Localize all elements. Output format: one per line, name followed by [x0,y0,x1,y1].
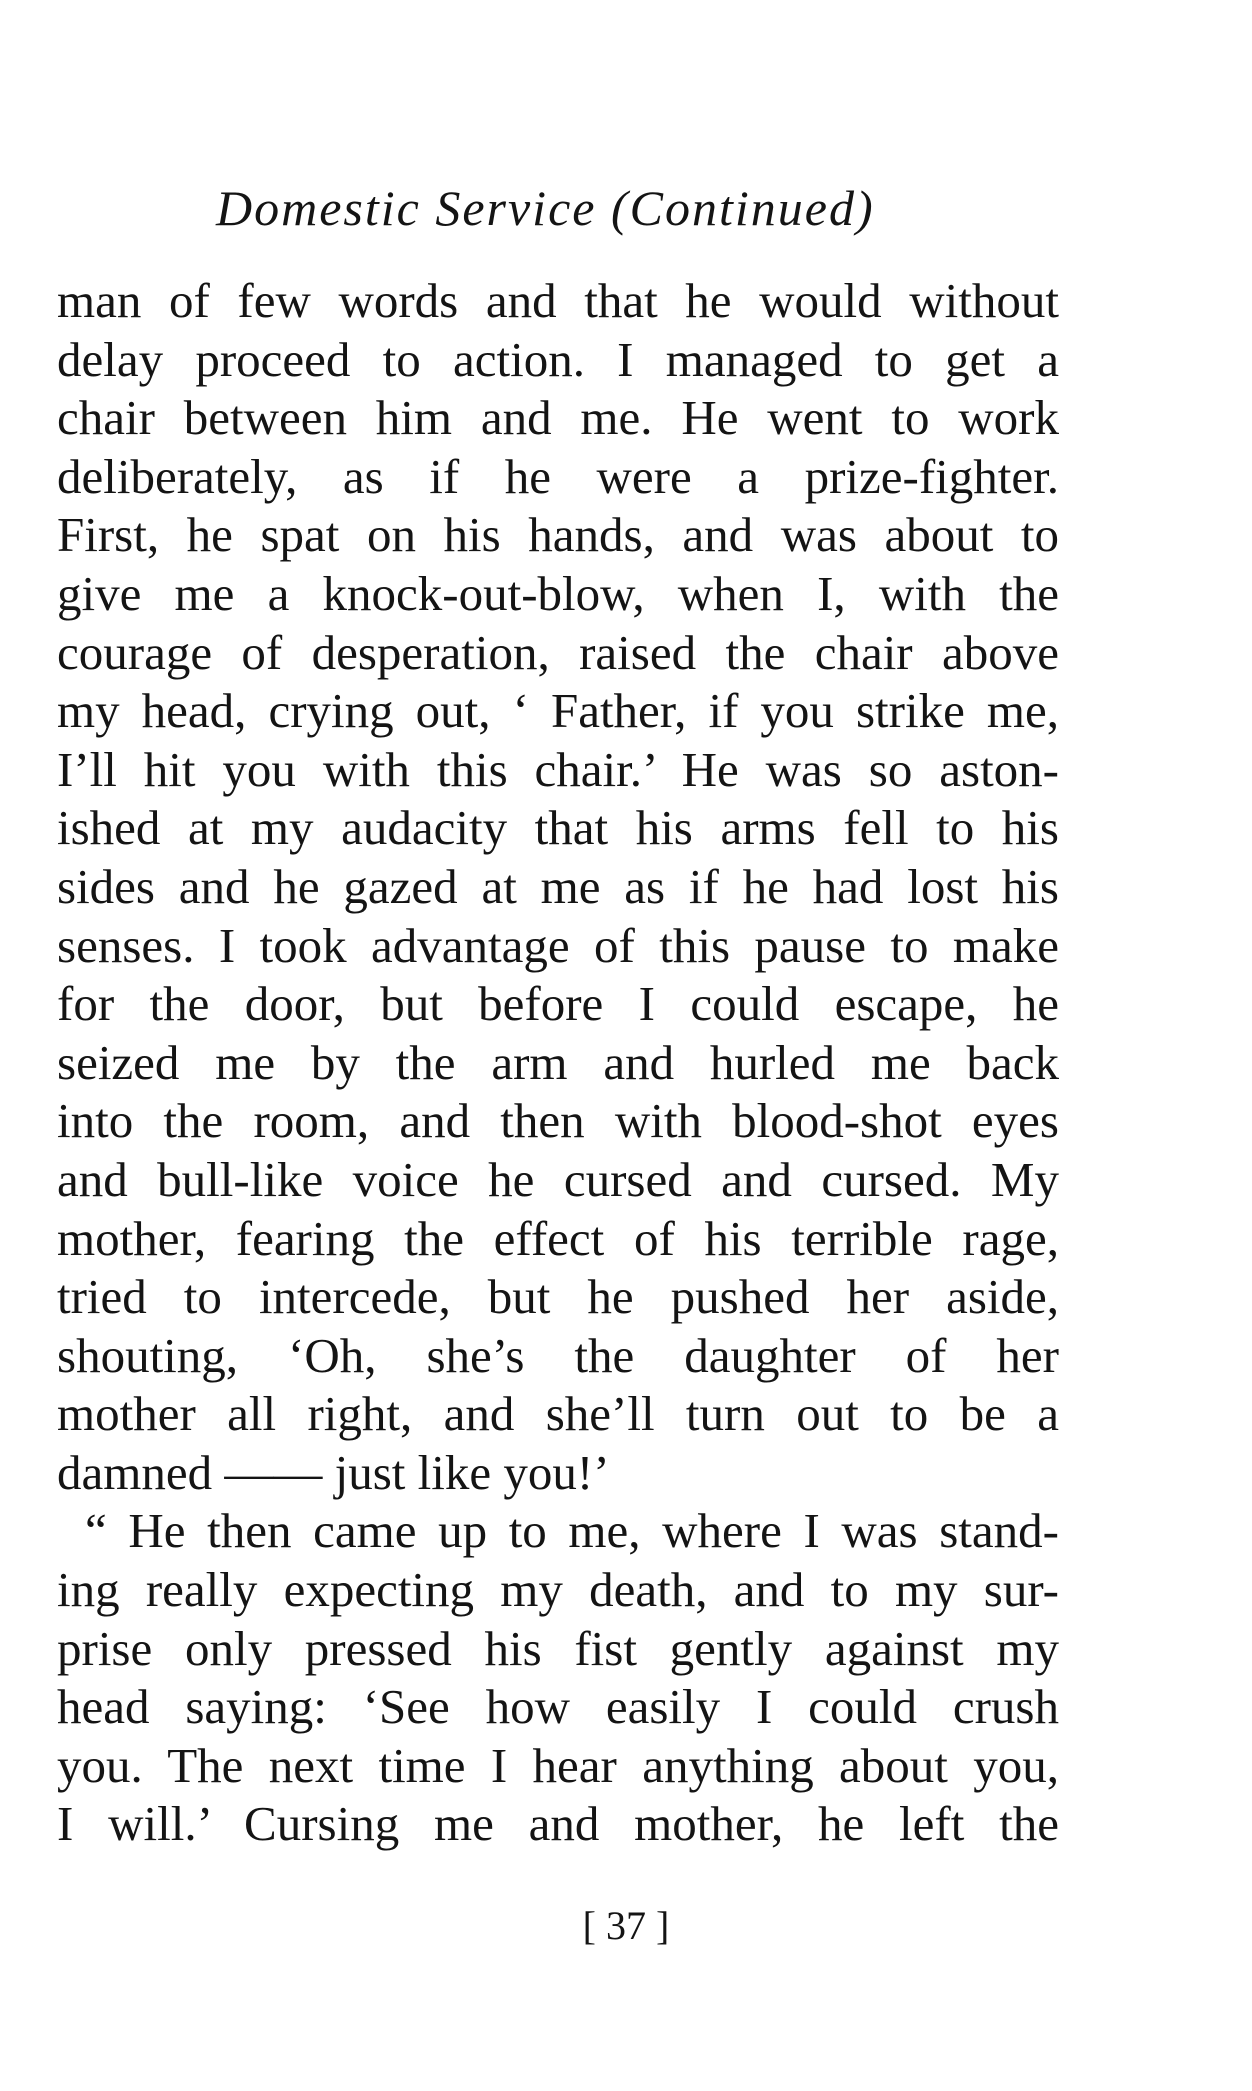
text-line: shouting, ‘Oh, she’s the daughter of her [57,1327,1059,1383]
text-line: I will.’ Cursing me and mother, he left the [57,1796,1059,1852]
text-line: senses. I took advantage of this pause to make [57,917,1059,973]
text-line: ing really expecting my death, and to my sur- [57,1562,1059,1618]
text-line: delay proceed to action. I managed to get a [57,331,1059,387]
text-line: my head, crying out, ‘ Father, if you strike me, [57,683,1059,739]
text-line: ished at my audacity that his arms fell to his [57,800,1059,856]
text-line: into the room, and then with blood-shot eyes [57,1093,1059,1149]
text-line: for the door, but before I could escape, he [57,976,1059,1032]
text-line: seized me by the arm and hurled me back [57,1034,1059,1090]
text-line: you. The next time I hear anything about you, [57,1737,1059,1793]
text-line: mother all right, and she’ll turn out to be a [57,1386,1059,1442]
page-number: [ 37 ] [582,1903,670,1948]
text-line: man of few words and that he would without [57,273,1059,328]
running-head: Domestic Service (Continued) [216,180,875,236]
text-line: and bull-like voice he cursed and cursed. My [57,1151,1059,1207]
paragraph-start-line: “ He then came up to me, where I was stand- [85,1503,1059,1559]
text-line: tried to intercede, but he pushed her aside, [57,1269,1059,1325]
text-line: chair between him and me. He went to work [57,390,1059,446]
paragraph-end-line: damned —— just like you!’ [57,1444,610,1500]
text-line: sides and he gazed at me as if he had lost his [57,858,1059,914]
text-line: give me a knock-out-blow, when I, with the [57,565,1059,621]
text-line: I’ll hit you with this chair.’ He was so aston- [57,741,1059,797]
text-line: head saying: ‘See how easily I could crush [57,1679,1059,1735]
text-line: First, he spat on his hands, and was about to [57,507,1059,563]
text-line: courage of desperation, raised the chair above [57,624,1059,680]
text-line: deliberately, as if he were a prize-fighter. [57,448,1059,504]
body-text [57,272,1059,1854]
text-line: prise only pressed his fist gently against my [57,1620,1059,1676]
text-line: mother, fearing the effect of his terrible rage, [57,1210,1059,1266]
